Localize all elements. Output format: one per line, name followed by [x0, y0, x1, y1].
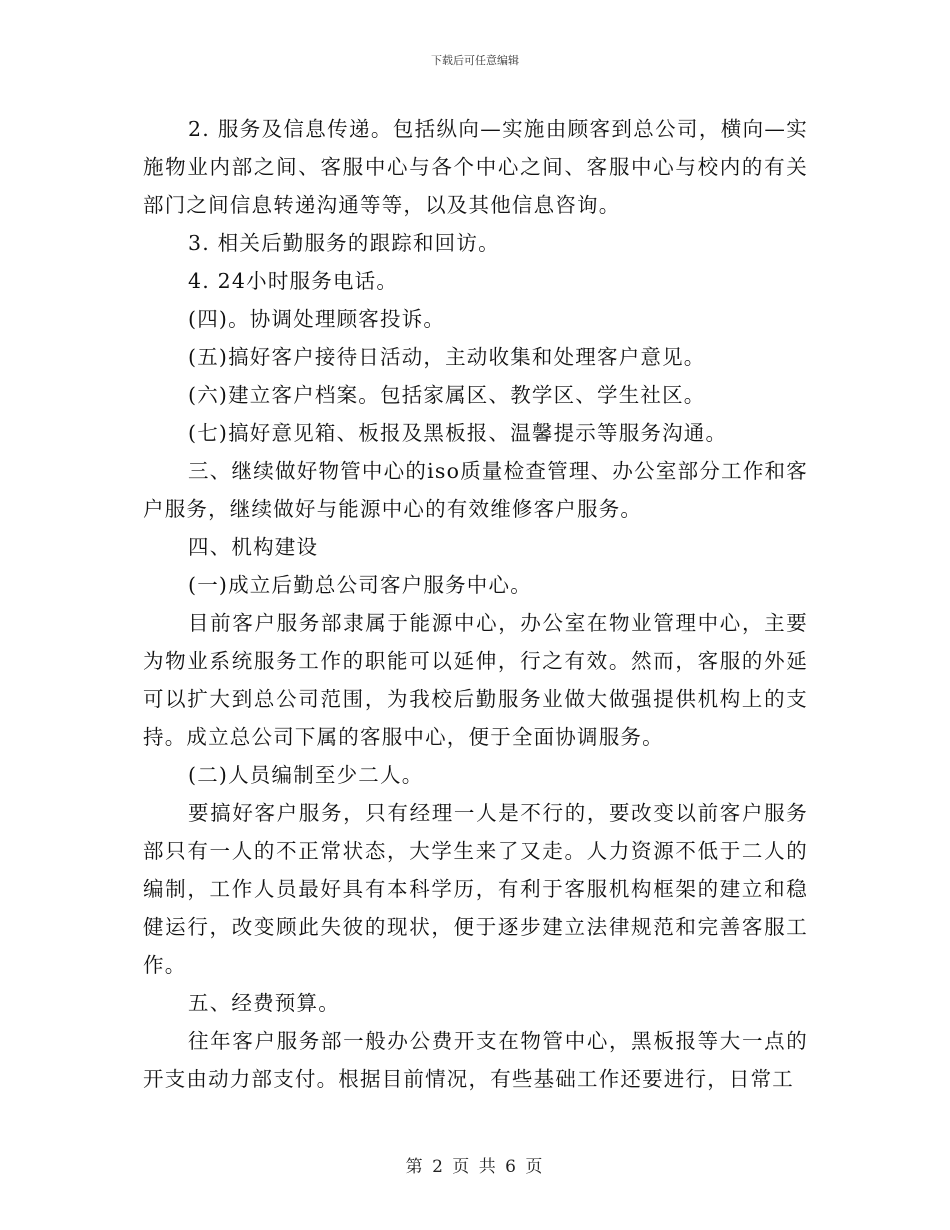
page-number: 第 2 页 共 6 页	[405, 1157, 545, 1177]
paragraph: 要搞好客户服务，只有经理一人是不行的，要改变以前客户服务部只有一人的不正常状态，大学生来了又走。人力资源不低于二人的编制，工作人员最好具有本科学历，有利于客服机构框架的建立和稳健运行，改变顾此失彼的现状，便于逐步建立法律规范和完善客服工作。	[143, 801, 808, 977]
paragraph: (五)搞好客户接待日活动，主动收集和处理客户意见。	[188, 345, 706, 369]
paragraph: (七)搞好意见箱、板报及黑板报、温馨提示等服务沟通。	[188, 421, 728, 445]
page-header: 下载后可任意编辑	[431, 54, 519, 67]
paragraph: (二)人员编制至少二人。	[188, 763, 424, 787]
section-heading: 五、经费预算。	[188, 991, 340, 1015]
paragraph: (四)。协调处理顾客投诉。	[188, 307, 446, 331]
paragraph: 4. 24小时服务电话。	[188, 269, 399, 293]
paragraph: 目前客户服务部隶属于能源中心，办公室在物业管理中心，主要为物业系统服务工作的职能可以延伸，行之有效。然而，客服的外延可以扩大到总公司范围，为我校后勤服务业做大做强提供机构上的支持。成立总公司下属的客服中心，便于全面协调服务。	[143, 611, 808, 749]
section-heading: 四、机构建设	[188, 535, 319, 559]
paragraph: 3. 相关后勤服务的跟踪和回访。	[188, 231, 500, 255]
paragraph: (六)建立客户档案。包括家属区、教学区、学生社区。	[188, 383, 706, 407]
document-body	[143, 110, 808, 1098]
paragraph: (一)成立后勤总公司客户服务中心。	[188, 573, 532, 597]
paragraph: 三、继续做好物管中心的iso质量检查管理、办公室部分工作和客户服务，继续做好与能源中心的有效维修客户服务。	[143, 459, 808, 521]
paragraph: 往年客户服务部一般办公费开支在物管中心，黑板报等大一点的开支由动力部支付。根据目前情况，有些基础工作还要进行，日常工	[143, 1029, 808, 1091]
paragraph: 2. 服务及信息传递。包括纵向—实施由顾客到总公司，横向—实施物业内部之间、客服中心与各个中心之间、客服中心与校内的有关部门之间信息转递沟通等等，以及其他信息咨询。	[143, 117, 808, 217]
